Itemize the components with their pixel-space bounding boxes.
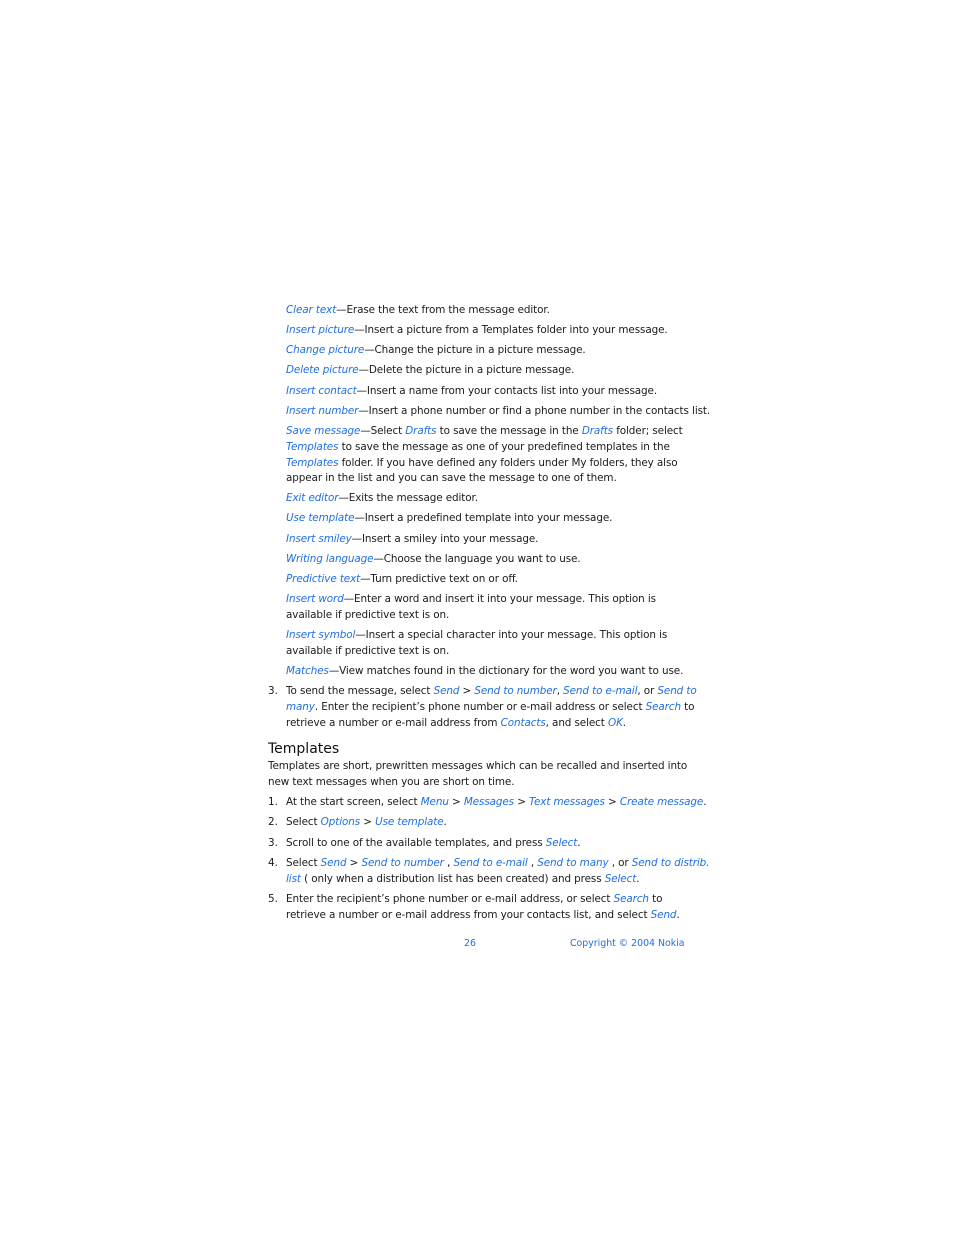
option-desc: —Insert a picture from a Templates folder into your message. [354, 324, 668, 336]
text: folder; select [613, 425, 683, 437]
text: Select [286, 816, 321, 828]
text: —Select [360, 425, 406, 437]
option-name: Clear text [286, 304, 337, 316]
templates-step-4 [286, 856, 710, 888]
step-5-line-2 [286, 908, 678, 924]
intro-line-1: Templates are short, prewritten messages which can be recalled and inserted into [268, 760, 688, 772]
option-name: Insert number [286, 405, 359, 417]
option-name: Insert picture [286, 324, 355, 336]
text: To send the message, select [286, 685, 434, 697]
send-step-line-2 [286, 700, 695, 716]
menu-term: Send [433, 685, 460, 697]
templates-step-3 [286, 836, 678, 852]
menu-term: Templates [286, 456, 339, 469]
text: , or [608, 857, 632, 869]
templates-step-5 [286, 892, 678, 924]
option-desc: —Insert a smiley into your message. [351, 533, 539, 545]
step-number: 3. [268, 837, 278, 849]
option-insert-number [286, 404, 711, 420]
option-name: Writing language [286, 553, 374, 565]
save-message-line-3 [286, 456, 676, 472]
option-desc: —Turn predictive text on or off. [360, 573, 518, 585]
option-exit-editor [286, 491, 676, 507]
step-number: 4. [268, 857, 278, 869]
menu-term: Send to number [474, 685, 557, 697]
menu-term: Drafts [581, 425, 613, 437]
menu-term: Messages [463, 796, 514, 808]
text: > [459, 685, 475, 697]
option-name: Use template [286, 512, 355, 524]
menu-term: Drafts [405, 425, 437, 437]
option-desc: —Change the picture in a picture message. [364, 344, 586, 356]
step-number: 5. [268, 893, 278, 905]
text: . [443, 816, 447, 828]
option-name: Delete picture [286, 364, 359, 376]
text: > [448, 796, 464, 808]
option-desc: —Insert a special character into your message. This option is [355, 629, 668, 641]
option-insert-picture [286, 323, 676, 339]
text: > [514, 796, 530, 808]
insert-word-line-2: available if predictive text is on. [286, 608, 450, 621]
option-clear-text [286, 303, 676, 319]
menu-term: Send to e-mail [563, 685, 638, 697]
option-desc: —Insert a phone number or find a phone number in the contacts list. [358, 405, 711, 417]
text: , or [637, 685, 658, 697]
option-desc: —Exits the message editor. [338, 492, 478, 504]
option-desc: —Insert a predefined template into your message. [354, 512, 613, 524]
menu-term: Send to [657, 685, 697, 697]
templates-step-2 [286, 815, 678, 831]
text: At the start screen, select [286, 796, 421, 808]
option-name: Change picture [286, 344, 365, 356]
option-name: Exit editor [286, 492, 339, 504]
menu-term: Send [650, 908, 677, 921]
option-desc: —Insert a name from your contacts list into your message. [356, 385, 658, 397]
option-change-picture [286, 343, 676, 359]
option-name: Insert symbol [286, 629, 356, 641]
step-number: 1. [268, 796, 278, 808]
option-matches [286, 664, 684, 680]
text: to [648, 893, 663, 905]
menu-term: Contacts [500, 716, 546, 729]
option-save-message [286, 424, 683, 487]
menu-term: OK [607, 716, 623, 729]
menu-term: Search [645, 700, 681, 713]
text: , [527, 857, 538, 869]
menu-term: Options [320, 816, 361, 828]
menu-term: Create message [619, 796, 704, 808]
menu-term: Send to many [537, 857, 609, 869]
text: , and select [545, 716, 608, 729]
step-5-line-1 [286, 892, 678, 908]
menu-term: Select [604, 872, 637, 885]
text: to [680, 700, 695, 713]
save-message-line-1 [286, 424, 683, 440]
send-step-line-3 [286, 716, 678, 732]
option-name: Matches [286, 665, 329, 677]
send-step-line-1 [286, 684, 697, 700]
option-name: Predictive text [286, 573, 361, 585]
option-insert-symbol [286, 628, 676, 660]
text: . [636, 872, 640, 885]
text: retrieve a number or e-mail address from [286, 716, 501, 729]
menu-term: Templates [286, 440, 339, 453]
menu-term: Send to distrib. [631, 857, 710, 869]
text: Enter the recipient’s phone number or e-mail address, or select [286, 893, 614, 905]
text: > [604, 796, 620, 808]
menu-term: Menu [420, 796, 449, 808]
insert-word-line-1 [286, 592, 676, 608]
option-name: Insert word [286, 593, 344, 605]
menu-term: Send to number [361, 857, 444, 869]
option-insert-smiley [286, 532, 676, 548]
insert-symbol-line-2: available if predictive text is on. [286, 644, 450, 657]
text: . [622, 716, 626, 729]
send-step [286, 684, 697, 731]
menu-term: Search [613, 893, 649, 905]
text: Scroll to one of the available templates, and press [286, 837, 546, 849]
save-message-line-4: appear in the list and you can save the message to one of them. [286, 472, 617, 485]
section-heading: Templates [268, 741, 340, 757]
option-desc: —Delete the picture in a picture message. [358, 364, 575, 376]
option-desc: —Enter a word and insert it into your message. This option is [343, 593, 656, 605]
option-use-template [286, 511, 676, 527]
menu-term: Send to e-mail [453, 857, 528, 869]
text: > [346, 857, 362, 869]
page-number: 26 [464, 938, 476, 949]
step-number: 3. [268, 685, 278, 697]
text: to save the message as one of your predefined templates in the [338, 440, 670, 453]
save-message-line-2 [286, 440, 676, 456]
option-name: Save message [286, 425, 361, 437]
menu-term: list [286, 872, 301, 885]
insert-symbol-line-1 [286, 628, 676, 644]
option-writing-language [286, 552, 676, 568]
step-4-line-1 [286, 856, 710, 872]
option-insert-word [286, 592, 676, 624]
option-name: Insert smiley [286, 533, 352, 545]
templates-step-1 [286, 795, 707, 811]
menu-term: many [286, 700, 315, 713]
copyright-notice: Copyright © 2004 Nokia [570, 938, 685, 949]
text: . Enter the recipient’s phone number or e-mail address or select [314, 700, 646, 713]
text: ( only when a distribution list has been created) and press [300, 872, 605, 885]
text: . [577, 837, 581, 849]
text: , [556, 685, 564, 697]
option-insert-contact [286, 384, 676, 400]
text: folder. If you have defined any folders under My folders, they also [338, 456, 678, 469]
text: Select [286, 857, 321, 869]
step-4-line-2 [286, 872, 678, 888]
text: to save the message in the [436, 425, 582, 437]
text: , [443, 857, 454, 869]
menu-term: Use template [375, 816, 444, 828]
option-desc: —Erase the text from the message editor. [336, 304, 550, 316]
menu-term: Send [320, 857, 347, 869]
menu-term: Select [545, 837, 578, 849]
option-delete-picture [286, 363, 676, 379]
option-predictive-text [286, 572, 676, 588]
option-name: Insert contact [286, 385, 357, 397]
text: retrieve a number or e-mail address from your contacts list, and select [286, 908, 651, 921]
step-number: 2. [268, 816, 278, 828]
menu-term: Text messages [529, 796, 605, 808]
intro-line-2: new text messages when you are short on time. [268, 775, 515, 788]
templates-intro [268, 759, 688, 791]
text: . [676, 908, 680, 921]
text: . [703, 796, 707, 808]
text: > [360, 816, 376, 828]
option-desc: —Choose the language you want to use. [373, 553, 581, 565]
option-desc: —View matches found in the dictionary for the word you want to use. [328, 665, 684, 677]
